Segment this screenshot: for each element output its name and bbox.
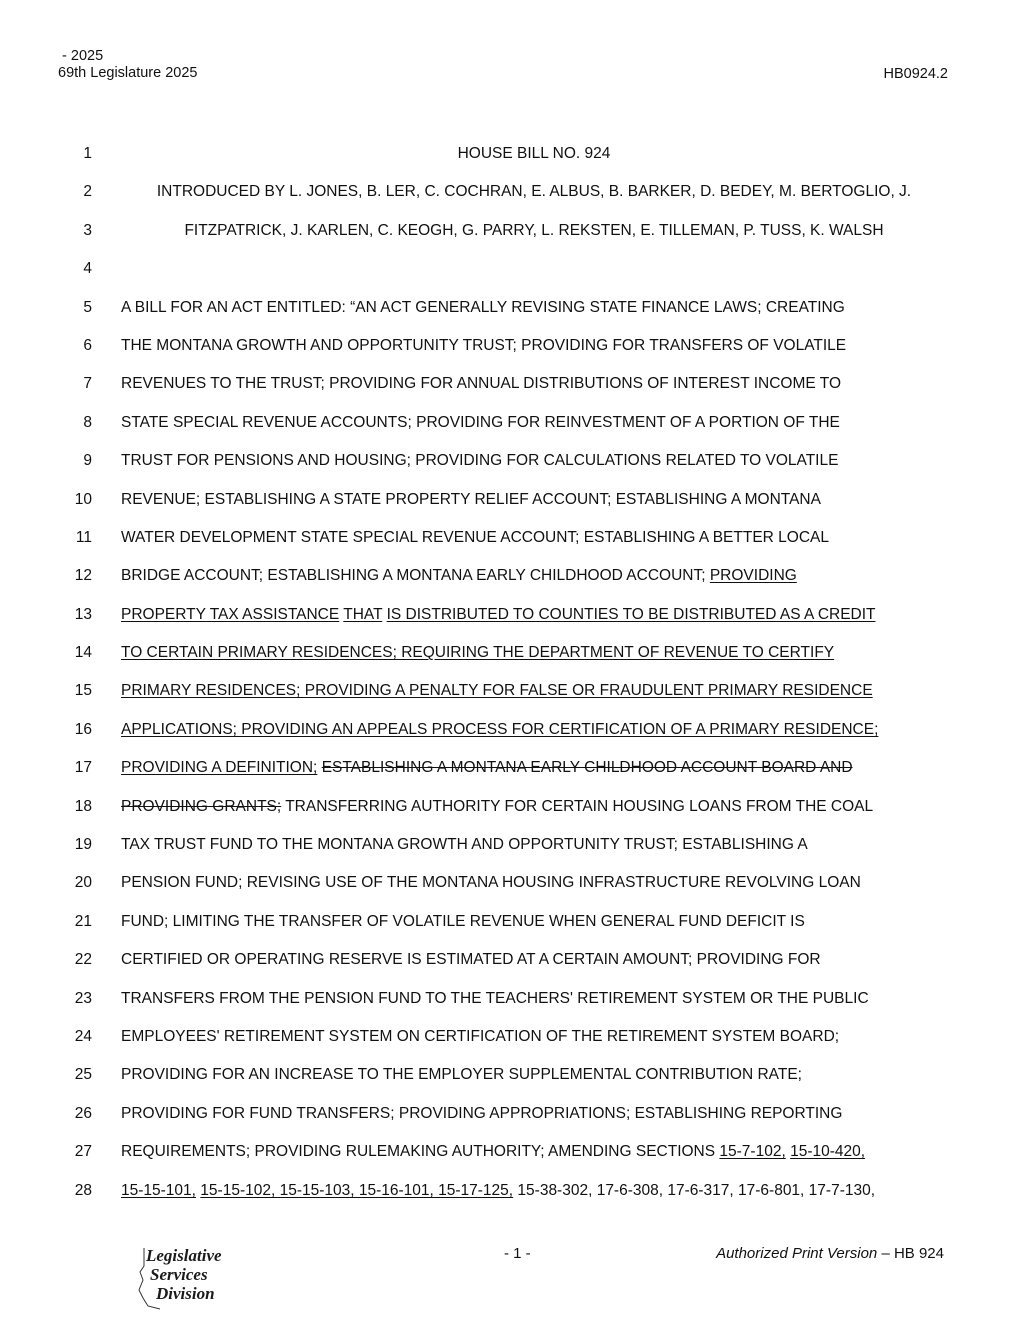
logo-line-3: Division <box>156 1284 215 1303</box>
line-text <box>121 1141 947 1163</box>
line-number: 19 <box>74 836 92 854</box>
line-number: 28 <box>74 1181 92 1199</box>
text-segment: REQUIREMENTS; PROVIDING RULEMAKING AUTHORITY; AMENDING SECTIONS <box>121 1143 720 1161</box>
bill-line <box>0 258 1024 296</box>
bill-line <box>0 911 1024 949</box>
line-text <box>121 143 947 165</box>
inserted-text: PRIMARY RESIDENCES; PROVIDING A PENALTY FOR FALSE OR FRAUDULENT PRIMARY RESIDENCE <box>121 682 873 700</box>
bill-line <box>0 412 1024 450</box>
text-segment: WATER DEVELOPMENT STATE SPECIAL REVENUE ACCOUNT; ESTABLISHING A BETTER LOCAL <box>121 528 829 546</box>
inserted-text: THAT <box>343 605 383 623</box>
inserted-text: APPLICATIONS; PROVIDING AN APPEALS PROCESS FOR CERTIFICATION OF A PRIMARY RESIDENCE; <box>121 720 879 738</box>
bill-line <box>0 450 1024 488</box>
line-number: 7 <box>83 375 92 393</box>
line-text <box>121 796 947 818</box>
line-text <box>121 412 947 434</box>
bill-line <box>0 642 1024 680</box>
text-segment: PROVIDING FOR AN INCREASE TO THE EMPLOYER SUPPLEMENTAL CONTRIBUTION RATE; <box>121 1066 802 1084</box>
bill-line <box>0 565 1024 603</box>
line-text <box>121 181 947 203</box>
inserted-text: PROVIDING <box>709 567 797 585</box>
bill-line <box>0 872 1024 910</box>
text-segment: PENSION FUND; REVISING USE OF THE MONTANA HOUSING INFRASTRUCTURE REVOLVING LOAN <box>121 874 861 892</box>
line-number: 23 <box>74 989 92 1007</box>
inserted-text: PROPERTY TAX ASSISTANCE <box>121 605 340 623</box>
logo-line-2: Services <box>150 1265 208 1284</box>
text-segment: A BILL FOR AN ACT ENTITLED: “AN ACT GENERALLY REVISING STATE FINANCE LAWS; CREATING <box>121 298 845 316</box>
bill-line <box>0 297 1024 335</box>
text-segment: BRIDGE ACCOUNT; ESTABLISHING A MONTANA EARLY CHILDHOOD ACCOUNT; <box>121 567 710 585</box>
text-segment: PROVIDING FOR FUND TRANSFERS; PROVIDING APPROPRIATIONS; ESTABLISHING REPORTING <box>121 1104 843 1122</box>
bill-line <box>0 719 1024 757</box>
text-segment: INTRODUCED BY L. JONES, B. LER, C. COCHRAN, E. ALBUS, B. BARKER, D. BEDEY, M. BERTOGLIO, J. <box>156 183 912 201</box>
bill-line <box>0 1026 1024 1064</box>
line-text <box>121 373 947 395</box>
bill-line <box>0 1180 1024 1218</box>
bill-line <box>0 680 1024 718</box>
bill-line <box>0 604 1024 642</box>
line-number: 11 <box>75 528 92 546</box>
bill-line <box>0 949 1024 987</box>
line-number: 14 <box>74 644 92 662</box>
line-number: 21 <box>74 912 92 930</box>
header-legislature: 69th Legislature 2025 <box>58 65 198 81</box>
line-number: 6 <box>83 336 92 354</box>
line-text <box>121 1180 947 1202</box>
line-number: 10 <box>74 490 92 508</box>
logo-line-1: Legislative <box>146 1246 222 1265</box>
line-text <box>121 757 947 779</box>
authorized-print-version <box>716 1245 944 1262</box>
line-text <box>121 527 947 549</box>
line-text <box>121 988 947 1010</box>
text-segment: 15-38-302, 17-6-308, 17-6-317, 17-6-801, 17-7-130, <box>513 1181 876 1199</box>
line-text <box>121 489 947 511</box>
bill-line <box>0 1141 1024 1179</box>
line-number: 24 <box>74 1027 92 1045</box>
bill-line <box>0 527 1024 565</box>
line-number: 12 <box>74 567 92 585</box>
line-text <box>121 335 947 357</box>
text-segment: REVENUE; ESTABLISHING A STATE PROPERTY RELIEF ACCOUNT; ESTABLISHING A MONTANA <box>121 490 821 508</box>
header-bill-id: HB0924.2 <box>883 66 948 82</box>
bill-line <box>0 1103 1024 1141</box>
line-number: 17 <box>74 759 92 777</box>
line-number: 16 <box>74 720 92 738</box>
line-text <box>121 1026 947 1048</box>
line-text <box>121 220 947 242</box>
page-number: - 1 - <box>504 1245 531 1262</box>
inserted-text: 15-15-101, <box>121 1181 196 1199</box>
inserted-text: PROVIDING A DEFINITION; <box>121 759 318 777</box>
line-number: 25 <box>74 1066 92 1084</box>
line-number: 27 <box>74 1143 92 1161</box>
line-text <box>121 719 947 741</box>
text-segment: TAX TRUST FUND TO THE MONTANA GROWTH AND OPPORTUNITY TRUST; ESTABLISHING A <box>121 836 808 854</box>
line-number: 8 <box>83 413 92 431</box>
line-number: 26 <box>74 1104 92 1122</box>
line-text <box>121 834 947 856</box>
header-year-line: - 2025 <box>58 48 104 64</box>
line-text <box>121 1064 947 1086</box>
inserted-text: 15-10-420, <box>790 1143 866 1161</box>
bill-line <box>0 489 1024 527</box>
text-segment: EMPLOYEES' RETIREMENT SYSTEM ON CERTIFICATION OF THE RETIREMENT SYSTEM BOARD; <box>121 1027 840 1045</box>
bill-line <box>0 373 1024 411</box>
text-segment: THE MONTANA GROWTH AND OPPORTUNITY TRUST; PROVIDING FOR TRANSFERS OF VOLATILE <box>121 336 847 354</box>
bill-line <box>0 181 1024 219</box>
line-number: 18 <box>74 797 92 815</box>
bill-line <box>0 1064 1024 1102</box>
line-text <box>121 450 947 472</box>
auth-rest: – HB 924 <box>877 1245 944 1262</box>
line-text <box>121 872 947 894</box>
bill-line <box>0 757 1024 795</box>
text-segment: TRANSFERS FROM THE PENSION FUND TO THE TEACHERS' RETIREMENT SYSTEM OR THE PUBLIC <box>121 989 869 1007</box>
inserted-text: 15-15-102, 15-15-103, 15-16-101, 15-17-125, <box>200 1181 514 1199</box>
line-number: 4 <box>83 260 92 278</box>
line-number: 9 <box>83 452 92 470</box>
text-segment: FITZPATRICK, J. KARLEN, C. KEOGH, G. PARRY, L. REKSTEN, E. TILLEMAN, P. TUSS, K. WALSH <box>184 221 884 239</box>
line-number: 1 <box>83 145 92 162</box>
bill-line <box>0 988 1024 1026</box>
text-segment: TRANSFERRING AUTHORITY FOR CERTAIN HOUSING LOANS FROM THE COAL <box>281 797 874 815</box>
line-number: 20 <box>74 874 92 892</box>
text-segment: FUND; LIMITING THE TRANSFER OF VOLATILE REVENUE WHEN GENERAL FUND DEFICIT IS <box>121 912 805 930</box>
line-text <box>121 297 947 319</box>
line-number: 15 <box>74 682 92 700</box>
line-number: 13 <box>74 605 92 623</box>
bill-line <box>0 220 1024 258</box>
line-text <box>121 565 947 587</box>
text-segment: TRUST FOR PENSIONS AND HOUSING; PROVIDING FOR CALCULATIONS RELATED TO VOLATILE <box>121 452 839 470</box>
line-text <box>121 680 947 702</box>
line-text <box>121 604 947 626</box>
line-number: 22 <box>74 951 92 969</box>
line-number: 3 <box>83 221 92 239</box>
line-number: 5 <box>83 298 92 316</box>
line-text <box>121 1103 947 1125</box>
text-segment: REVENUES TO THE TRUST; PROVIDING FOR ANNUAL DISTRIBUTIONS OF INTEREST INCOME TO <box>121 375 842 393</box>
bill-line <box>0 335 1024 373</box>
text-segment: HOUSE BILL NO. 924 <box>457 145 611 162</box>
bill-line <box>0 143 1024 181</box>
bill-line <box>0 796 1024 834</box>
logo-wordmark <box>146 1246 222 1303</box>
document-header-left <box>58 48 197 82</box>
stricken-text: ESTABLISHING A MONTANA EARLY CHILDHOOD ACCOUNT BOARD AND <box>321 759 853 777</box>
inserted-text: IS DISTRIBUTED TO COUNTIES TO BE DISTRIBUTED AS A CREDIT <box>386 605 876 623</box>
line-text <box>121 949 947 971</box>
bill-text-body <box>0 143 1024 1218</box>
text-segment: CERTIFIED OR OPERATING RESERVE IS ESTIMATED AT A CERTAIN AMOUNT; PROVIDING FOR <box>121 951 821 969</box>
bill-line <box>0 834 1024 872</box>
auth-italic: Authorized Print Version <box>716 1245 878 1262</box>
line-text <box>121 642 947 664</box>
stricken-text: PROVIDING GRANTS; <box>121 797 282 815</box>
line-text <box>121 911 947 933</box>
lsd-logo <box>134 1246 254 1312</box>
inserted-text: 15-7-102, <box>719 1143 786 1161</box>
inserted-text: TO CERTAIN PRIMARY RESIDENCES; REQUIRING THE DEPARTMENT OF REVENUE TO CERTIFY <box>121 644 835 662</box>
line-number: 2 <box>83 183 92 201</box>
text-segment: STATE SPECIAL REVENUE ACCOUNTS; PROVIDING FOR REINVESTMENT OF A PORTION OF THE <box>121 413 840 431</box>
